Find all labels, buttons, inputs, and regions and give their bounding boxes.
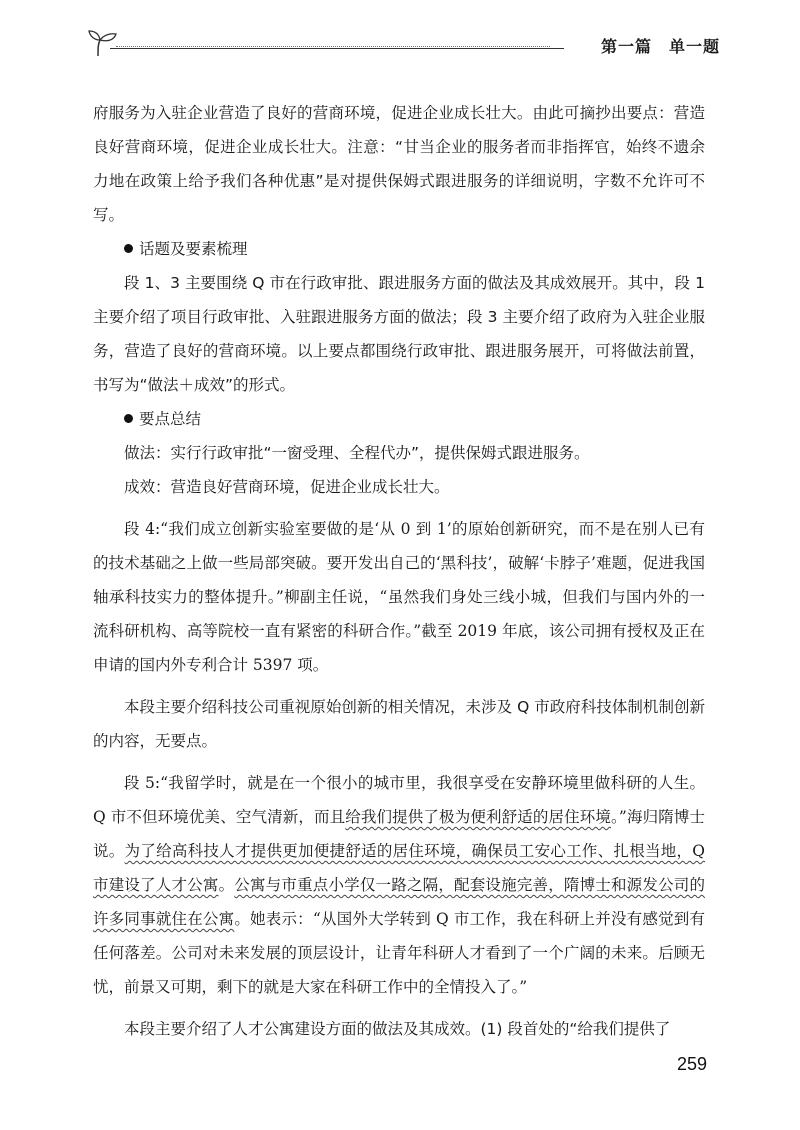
quote-text: 。”海归隋博士说。: [93, 808, 705, 860]
header-rule: [110, 48, 564, 49]
bullet-heading-topics: [93, 232, 705, 266]
header-dotted-rule: [116, 46, 550, 47]
summary-effect: 成效：营造良好营商环境，促进企业成长壮大。: [124, 478, 450, 496]
quote-text: 段 5:“我留学时，就是在一个很小的城市里，我很享受在安静环境里做科研的人生。: [124, 774, 705, 792]
bullet-dot-icon: [124, 414, 133, 423]
paragraph-analysis-4: 本段主要介绍科技公司重视原始创新的相关情况，未涉及 Q 市政府科技体制机制创新的内容，无要点。: [93, 698, 705, 750]
bullet-heading-label: 话题及要素梳理: [139, 240, 248, 258]
page-number: 259: [676, 1054, 707, 1074]
page-body: [93, 96, 705, 1046]
sprout-icon: [86, 28, 120, 58]
wavy-underlined-text: 公寓与市重点小学仅一路之隔，配套设施完善，隋博士和源发公司的许多同事就住在公寓: [93, 876, 705, 928]
bullet-dot-icon: [124, 244, 133, 253]
quoted-paragraph-4: 段 4:“我们成立创新实验室要做的是‘从 0 到 1’的原始创新研究，而不是在别人已有的技术基础之上做一些局部突破。要开发出自己的‘黑科技’，破解‘卡脖子’难题，促进我国轴承科技实力的整体提升。”柳副主任说，“虽然我们身处三线小城，但我们与国内外的一流科研机构、高等院校一直有紧密的科研合作。”截至 2019 年底，该公司拥有授权及正在申请的国内外专利合计 5397 项。: [93, 520, 705, 674]
bullet-heading-summary: [93, 402, 705, 436]
paragraph-analysis-5: 本段主要介绍了人才公寓建设方面的做法及其成效。(1) 段首处的“给我们提供了: [124, 1020, 671, 1038]
quote-text: 。她表示：“从国外大学转到 Q 市工作，我在科研上并没有感觉到有任何落差。公司对未来发展的顶层设计，让青年科研人才看到了一个广阔的未来。后顾无忧，前景又可期，剩下的就是大家在科研工作中的全情投入了。”: [93, 910, 705, 996]
bullet-heading-label: 要点总结: [139, 410, 202, 428]
paragraph-analysis: 段 1、3 主要围绕 Q 市在行政审批、跟进服务方面的做法及其成效展开。其中，段 1 主要介绍了项目行政审批、入驻跟进服务方面的做法；段 3 主要介绍了政府为入驻企业服务，营造了良好的营商环境。以上要点都围绕行政审批、跟进服务展开，可将做法前置，书写为“做法＋成效”的形式。: [93, 274, 705, 394]
quoted-paragraph-5: [93, 766, 705, 1004]
page-header: [86, 28, 720, 68]
summary-method: 做法：实行行政审批“一窗受理、全程代办”，提供保姆式跟进服务。: [124, 444, 590, 462]
wavy-underlined-text: 为了给高科技人才提供更加便捷舒适的居住环境，确保员工安心工作、扎根当地，Q 市建设了人才公寓: [93, 842, 705, 894]
quote-text: 。: [218, 876, 235, 894]
paragraph-continued: 府服务为入驻企业营造了良好的营商环境，促进企业成长壮大。由此可摘抄出要点：营造良好营商环境，促进企业成长壮大。注意：“甘当企业的服务者而非指挥官，始终不遗余力地在政策上给予我们各种优惠”是对提供保姆式跟进服务的详细说明，字数不允许可不写。: [93, 104, 705, 224]
section-title: 第一篇 单一题: [600, 37, 720, 56]
wavy-underlined-text: 给我们提供了极为便利舒适的居住环境: [345, 808, 612, 826]
quote-text: Q 市不但环境优美、空气清新，而且: [93, 808, 346, 826]
